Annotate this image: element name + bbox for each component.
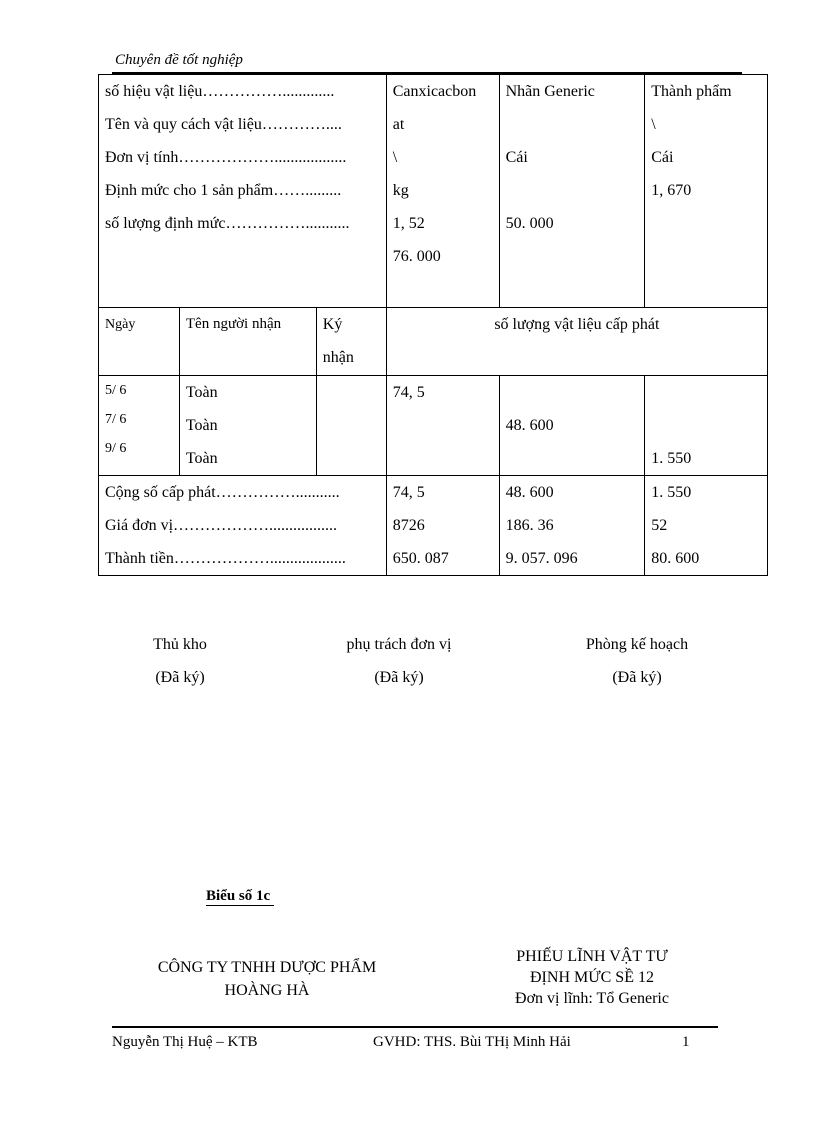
material-info-value: 1, 670: [651, 182, 692, 199]
slip-title: [486, 946, 698, 1009]
issue-date: 9/ 6: [105, 441, 127, 456]
material-info-value: kg: [392, 182, 409, 199]
company-name: [136, 956, 398, 1002]
issued-qty-col1: [386, 376, 499, 476]
issue-header-row: [99, 308, 768, 376]
signature-role: Thủ kho: [153, 636, 207, 653]
signed-header-line1: Ký: [322, 316, 343, 333]
issued-quantity: [393, 409, 493, 442]
signature-unit-head: [319, 628, 479, 694]
signed-header-line2: nhận: [322, 349, 354, 366]
material-info-col1: [386, 75, 499, 308]
issued-qty-col3: [645, 376, 768, 476]
issued-quantity: [506, 376, 639, 409]
material-info-labels: [99, 75, 387, 308]
unit-price-label: Giá đơn vị……………….................: [105, 517, 338, 534]
material-info-value: 76. 000: [392, 248, 441, 265]
material-info-value: \: [651, 116, 656, 133]
company-name-line1: CÔNG TY TNHH DƯỢC PHẨM: [157, 959, 377, 976]
total-value: 650. 087: [392, 550, 449, 567]
material-info-value: [506, 108, 639, 141]
unit-label: Đơn vị tính………………..................: [105, 149, 347, 166]
material-info-value: 1, 52: [392, 215, 425, 232]
signature-planning-dept: [567, 628, 707, 694]
footer-advisor: GVHD: THS. Bùi THị Minh Hải: [373, 1034, 571, 1050]
signed-column-header: [316, 308, 386, 376]
material-info-value: at: [392, 116, 405, 133]
total-value: 8726: [392, 517, 425, 534]
receiver-name: Toàn: [185, 450, 218, 467]
signatures-cell: [316, 376, 386, 476]
signature-storekeeper: [120, 628, 240, 694]
issued-qty-col2: [499, 376, 645, 476]
totals-row: [99, 476, 768, 576]
material-issue-table: [98, 74, 768, 576]
total-issued-label: Cộng số cấp phát……………...........: [105, 484, 340, 501]
date-header-text: Ngày: [105, 317, 136, 332]
total-value: 74, 5: [392, 484, 425, 501]
quantity-column-header: [386, 308, 767, 376]
issue-date: 7/ 6: [105, 412, 127, 427]
total-value: 80. 600: [651, 550, 700, 567]
total-value: 9. 057. 096: [505, 550, 578, 567]
issued-quantity: 1. 550: [651, 450, 692, 467]
issued-quantity: 48. 600: [505, 417, 554, 434]
material-info-value: Thành phẩm: [651, 83, 732, 100]
receiver-name: Toàn: [185, 417, 218, 434]
material-code-label: số hiệu vật liệu…………….............: [105, 83, 335, 100]
totals-labels: [99, 476, 387, 576]
signature-role: phụ trách đơn vị: [346, 636, 452, 653]
total-value: 186. 36: [505, 517, 554, 534]
material-info-value: Cái: [651, 149, 674, 166]
issued-quantity: [651, 376, 761, 409]
amount-label: Thành tiền………………...................: [105, 550, 346, 567]
norm-per-product-label: Định mức cho 1 sản phẩm…….........: [105, 182, 342, 199]
page-number: 1: [682, 1034, 690, 1050]
receivers-cell: [179, 376, 316, 476]
material-info-value: Nhãn Generic: [505, 83, 595, 100]
totals-col2: [499, 476, 645, 576]
material-info-value: [506, 174, 639, 207]
total-value: 48. 600: [505, 484, 554, 501]
company-name-line2: HOÀNG HÀ: [224, 982, 310, 999]
issued-quantity: 74, 5: [392, 384, 425, 401]
date-column-header: [99, 308, 180, 376]
material-info-col2: [499, 75, 645, 308]
document-header-title: Chuyên đề tốt nghiệp: [115, 52, 243, 68]
totals-col1: [386, 476, 499, 576]
issue-data-row: [99, 376, 768, 476]
material-info-value: \: [392, 149, 398, 166]
material-info-value: Cái: [505, 149, 528, 166]
material-info-value: 50. 000: [505, 215, 554, 232]
issued-quantity: [651, 409, 761, 442]
total-value: 1. 550: [651, 484, 692, 501]
slip-title-line2: ĐỊNH MỨC SỀ 12: [530, 969, 654, 986]
material-info-value: Canxicacbon: [392, 83, 477, 100]
footer-author: Nguyễn Thị Huệ – KTB: [112, 1034, 258, 1050]
material-spec-label: Tên và quy cách vật liệu…………....: [105, 116, 342, 133]
issued-quantity: [506, 442, 639, 475]
slip-title-line1: PHIẾU LĨNH VẬT TƯ: [516, 948, 668, 965]
material-info-row: [99, 75, 768, 308]
signature-status: (Đã ký): [612, 669, 662, 686]
receiver-column-header: [179, 308, 316, 376]
receiver-header-text: Tên người nhận: [185, 316, 282, 332]
issued-quantity: [393, 442, 493, 475]
norm-quantity-label: số lượng định mức……………...........: [105, 215, 350, 232]
signature-status: (Đã ký): [155, 669, 205, 686]
total-value: 52: [651, 517, 668, 534]
dates-cell: [99, 376, 180, 476]
totals-col3: [645, 476, 768, 576]
signature-role: Phòng kế hoạch: [585, 636, 689, 653]
material-info-col3: [645, 75, 768, 308]
footer-rule: [112, 1026, 718, 1028]
quantity-header-text: số lượng vật liệu cấp phát: [494, 316, 660, 333]
slip-receiving-unit: Đơn vị lĩnh: Tổ Generic: [515, 990, 669, 1007]
issue-date: 5/ 6: [105, 383, 127, 398]
receiver-name: Toàn: [185, 384, 218, 401]
form-label: Biểu số 1c: [206, 888, 274, 906]
signature-status: (Đã ký): [374, 669, 424, 686]
